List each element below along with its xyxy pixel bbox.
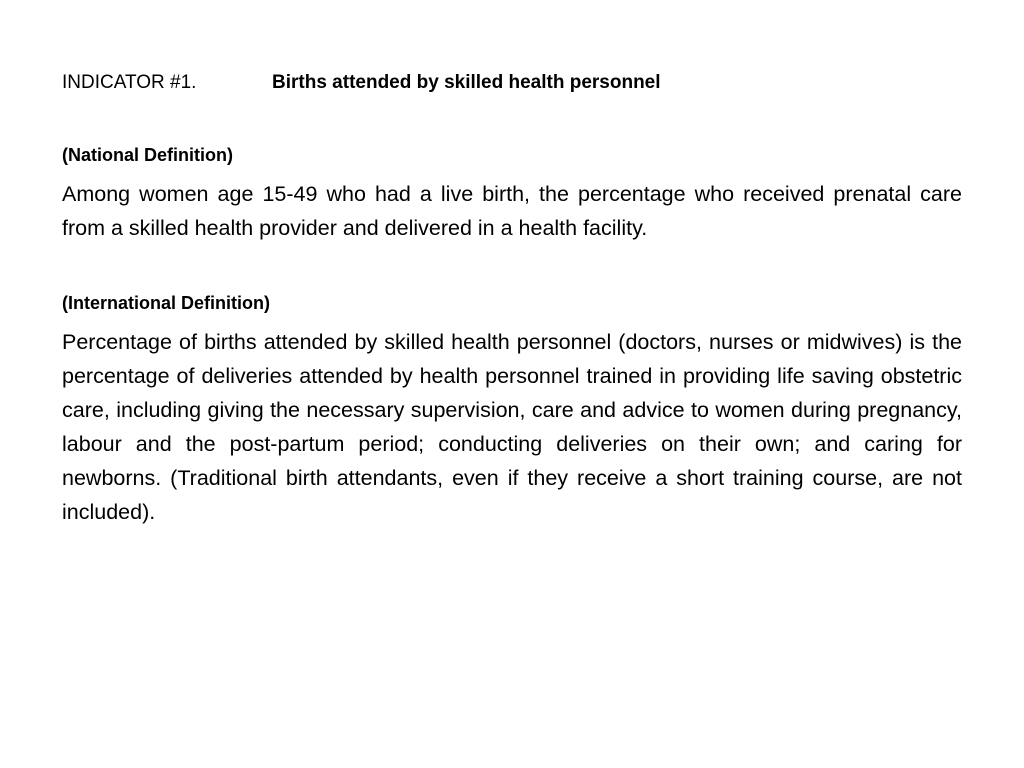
indicator-heading: [62, 70, 962, 96]
indicator-label: INDICATOR #1.: [62, 72, 197, 93]
international-definition-text: Percentage of births attended by skilled health personnel (doctors, nurses or midwives) is the percentage of deliveries attended by health personnel trained in providing life saving obstetric care, including giving the necessary supervision, care and advice to women during pregnancy, labour and the post-partum period; conducting deliveries on their own; and caring for newborns. (Traditional birth attendants, even if they receive a short training course, are not included).: [62, 330, 962, 524]
national-definition-heading: (National Definition): [62, 145, 233, 165]
indicator-title: Births attended by skilled health personnel: [272, 72, 661, 93]
international-definition-heading: (International Definition): [62, 293, 270, 313]
national-definition-text: Among women age 15-49 who had a live birth, the percentage who received prenatal care from a skilled health provider and delivered in a health facility.: [62, 182, 962, 240]
